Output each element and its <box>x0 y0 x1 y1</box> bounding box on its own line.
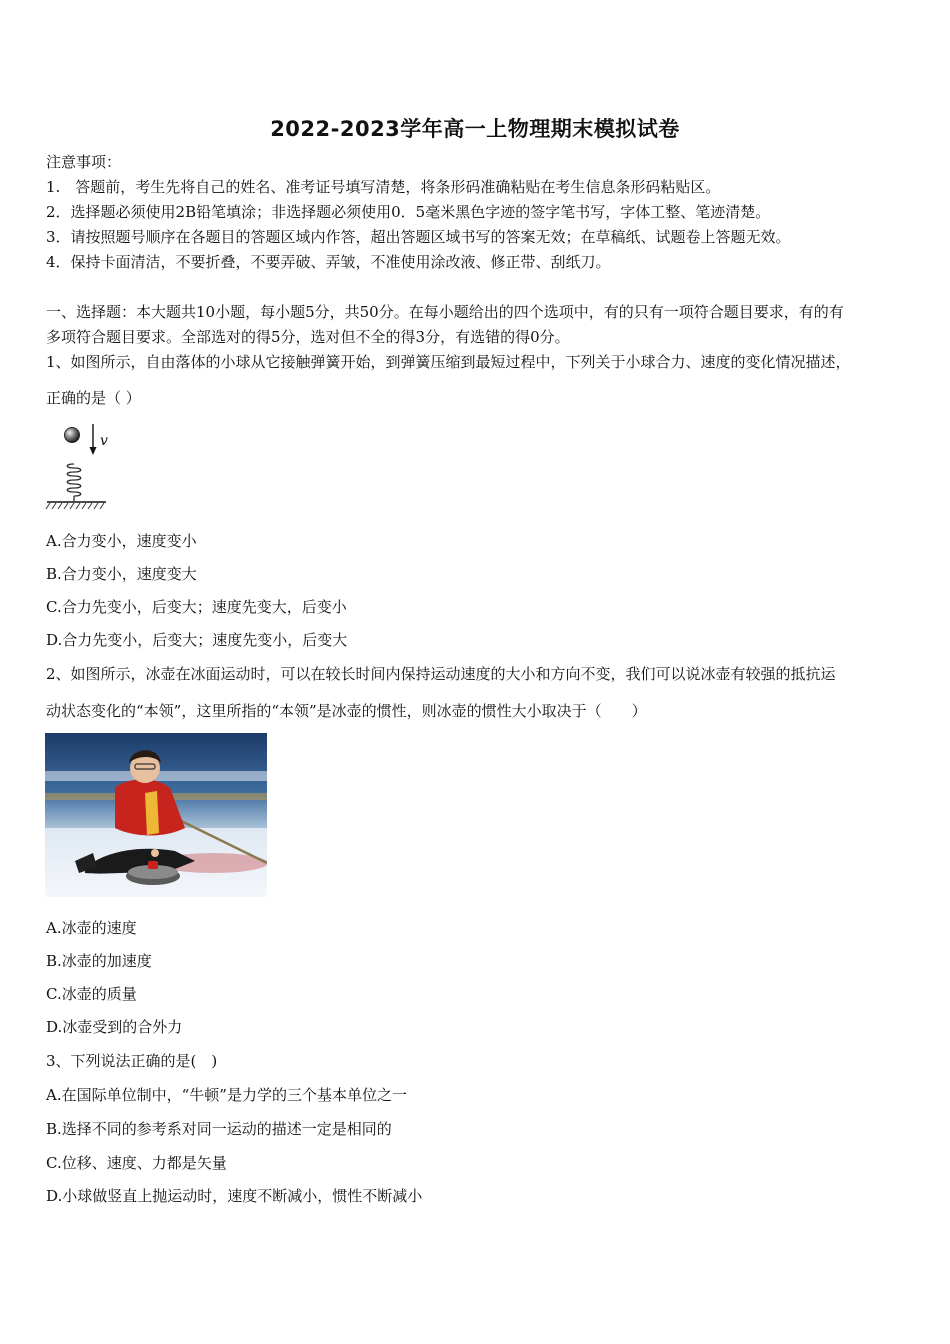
option-b: B.选择不同的参考系对同一运动的描述一定是相同的 <box>46 1120 392 1138</box>
option-b: B.冰壶的加速度 <box>46 952 152 970</box>
question-3-stem: 3、下列说法正确的是( ) <box>46 1052 218 1070</box>
option-d: D.冰壶受到的合外力 <box>46 1018 183 1036</box>
notice-item: 1. 答题前，考生先将自己的姓名、准考证号填写清楚，将条形码准确粘贴在考生信息条形码粘贴区。 <box>46 178 721 196</box>
option-c: C.位移、速度、力都是矢量 <box>46 1154 227 1172</box>
option-a: A.冰壶的速度 <box>46 919 137 937</box>
option-a: A.在国际单位制中，“牛顿”是力学的三个基本单位之一 <box>46 1086 407 1104</box>
option-a: A.合力变小，速度变小 <box>46 532 197 550</box>
option-d: D.合力先变小，后变大；速度先变小，后变大 <box>46 631 348 649</box>
option-c: C.合力先变小，后变大；速度先变大，后变小 <box>46 598 347 616</box>
option-d: D.小球做竖直上抛运动时，速度不断减小，惯性不断减小 <box>46 1187 423 1205</box>
question-1-stem-cont: 正确的是（ ） <box>46 389 141 407</box>
section-heading: 一、选择题：本大题共10小题，每小题5分，共50分。在每小题给出的四个选项中，有的只有一项符合题目要求，有的有 <box>46 303 844 321</box>
question-1-stem: 1、如图所示，自由落体的小球从它接触弹簧开始，到弹簧压缩到最短过程中，下列关于小球合力、速度的变化情况描述， <box>46 353 851 371</box>
page-title: 2022-2023学年高一上物理期末模拟试卷 <box>270 117 680 141</box>
option-c: C.冰壶的质量 <box>46 985 137 1003</box>
arrow-down-icon <box>90 447 97 455</box>
ball-icon <box>65 428 80 443</box>
curling-photo <box>45 733 267 897</box>
velocity-label: v <box>100 433 108 449</box>
ball-spring-figure <box>44 420 114 512</box>
section-heading-cont: 多项符合题目要求。全部选对的得5分，选对但不全的得3分，有选错的得0分。 <box>46 328 570 346</box>
notice-item: 2．选择题必须使用2B铅笔填涂；非选择题必须使用0．5毫米黑色字迹的签字笔书写，字体工整、笔迹清楚。 <box>46 203 771 221</box>
notice-heading: 注意事项： <box>46 153 122 171</box>
question-2-stem-cont: 动状态变化的“本领”，这里所指的“本领”是冰壶的惯性，则冰壶的惯性大小取决于（ ） <box>46 702 647 720</box>
notice-item: 3．请按照题号顺序在各题目的答题区域内作答，超出答题区域书写的答案无效；在草稿纸、试题卷上答题无效。 <box>46 228 791 246</box>
spring-icon <box>67 464 81 496</box>
notice-item: 4．保持卡面清洁，不要折叠，不要弄破、弄皱，不准使用涂改液、修正带、刮纸刀。 <box>46 253 611 271</box>
question-2-stem: 2、如图所示，冰壶在冰面运动时，可以在较长时间内保持运动速度的大小和方向不变，我们可以说冰壶有较强的抵抗运 <box>46 665 836 683</box>
option-b: B.合力变小，速度变大 <box>46 565 197 583</box>
